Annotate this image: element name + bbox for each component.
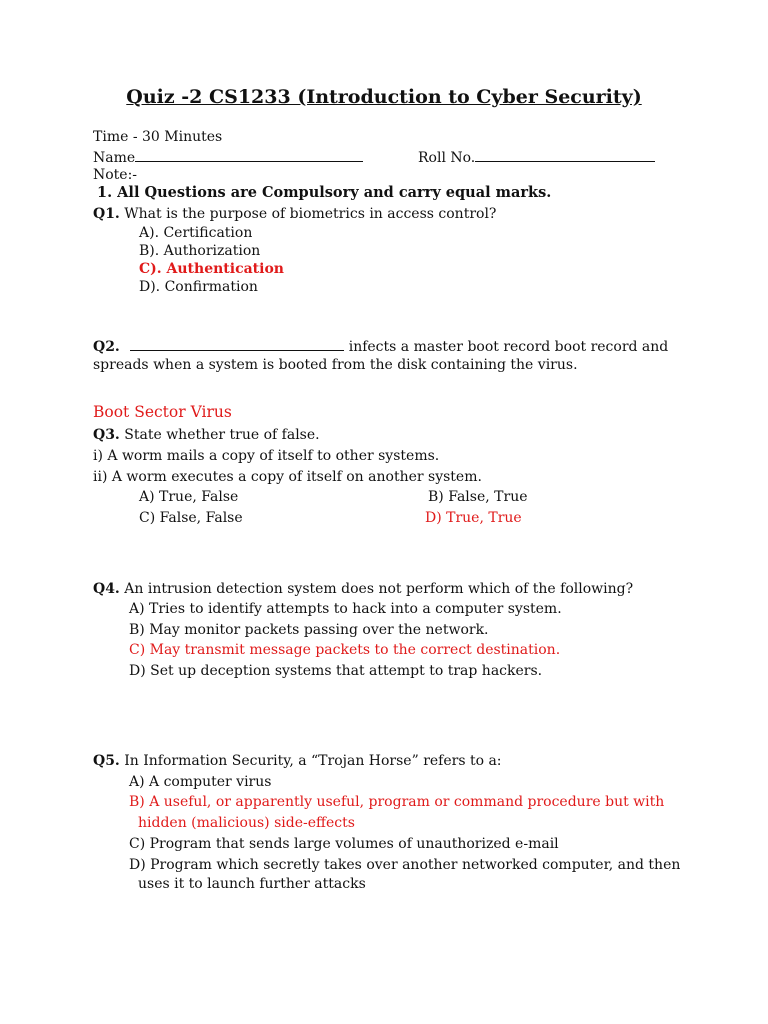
q4-option-a: A) Tries to identify attempts to hack into a computer system. (129, 601, 562, 617)
q4-option-d: D) Set up deception systems that attempt to trap hackers. (129, 663, 543, 679)
question-number: Q4. (93, 581, 120, 597)
question-2 (93, 338, 668, 354)
q5-option-b-answer: B) A useful, or apparently useful, program or command procedure but with (129, 794, 665, 810)
q1-option-c-answer: C). Authentication (139, 261, 284, 277)
q3-option-b: B) False, True (428, 489, 528, 505)
q3-statement-2: ii) A worm executes a copy of itself on another system. (93, 469, 482, 485)
note-item: 1. All Questions are Compulsory and carry equal marks. (97, 184, 552, 201)
question-text: What is the purpose of biometrics in access control? (124, 206, 497, 222)
q3-option-a: A) True, False (139, 489, 239, 505)
name-label: Name (93, 150, 136, 166)
question-number: Q2. (93, 339, 120, 355)
name-field (93, 149, 363, 165)
question-text: An intrusion detection system does not perform which of the following? (124, 581, 634, 597)
q3-statement-1: i) A worm mails a copy of itself to other systems. (93, 448, 440, 464)
question-1 (93, 207, 496, 221)
quiz-title: Quiz -2 CS1233 (Introduction to Cyber Security) (126, 86, 642, 108)
q4-option-b: B) May monitor packets passing over the network. (129, 622, 489, 638)
question-4 (93, 582, 633, 596)
q5-option-c: C) Program that sends large volumes of unauthorized e-mail (129, 836, 559, 852)
question-text: infects a master boot record boot record and (348, 339, 669, 355)
q3-option-d-answer: D) True, True (425, 510, 522, 526)
question-5 (93, 754, 502, 768)
q1-option-d: D). Confirmation (139, 279, 258, 295)
roll-label: Roll No. (418, 150, 476, 166)
q3-option-c: C) False, False (139, 510, 243, 526)
question-text: In Information Security, a “Trojan Horse” refers to a: (124, 753, 502, 769)
question-number: Q3. (93, 427, 120, 443)
q2-text-line2: spreads when a system is booted from the disk containing the virus. (93, 357, 578, 373)
question-text: State whether true of false. (124, 427, 320, 443)
q1-option-b: B). Authorization (139, 243, 261, 259)
note-label: Note:- (93, 167, 138, 183)
name-blank (135, 149, 363, 162)
q5-option-a: A) A computer virus (129, 774, 272, 790)
time-label: Time - 30 Minutes (93, 129, 223, 145)
question-3 (93, 428, 320, 442)
question-number: Q5. (93, 753, 120, 769)
question-number: Q1. (93, 206, 120, 222)
q2-blank (130, 338, 344, 351)
roll-field (418, 149, 655, 165)
q4-option-c-answer: C) May transmit message packets to the correct destination. (129, 642, 561, 658)
roll-blank (475, 149, 655, 162)
q2-answer: Boot Sector Virus (93, 403, 232, 421)
q5-option-d-cont: uses it to launch further attacks (138, 876, 366, 892)
q1-option-a: A). Certification (139, 225, 253, 241)
q5-option-d: D) Program which secretly takes over another networked computer, and then (129, 857, 681, 873)
q5-option-b-answer-cont: hidden (malicious) side-effects (138, 815, 355, 831)
